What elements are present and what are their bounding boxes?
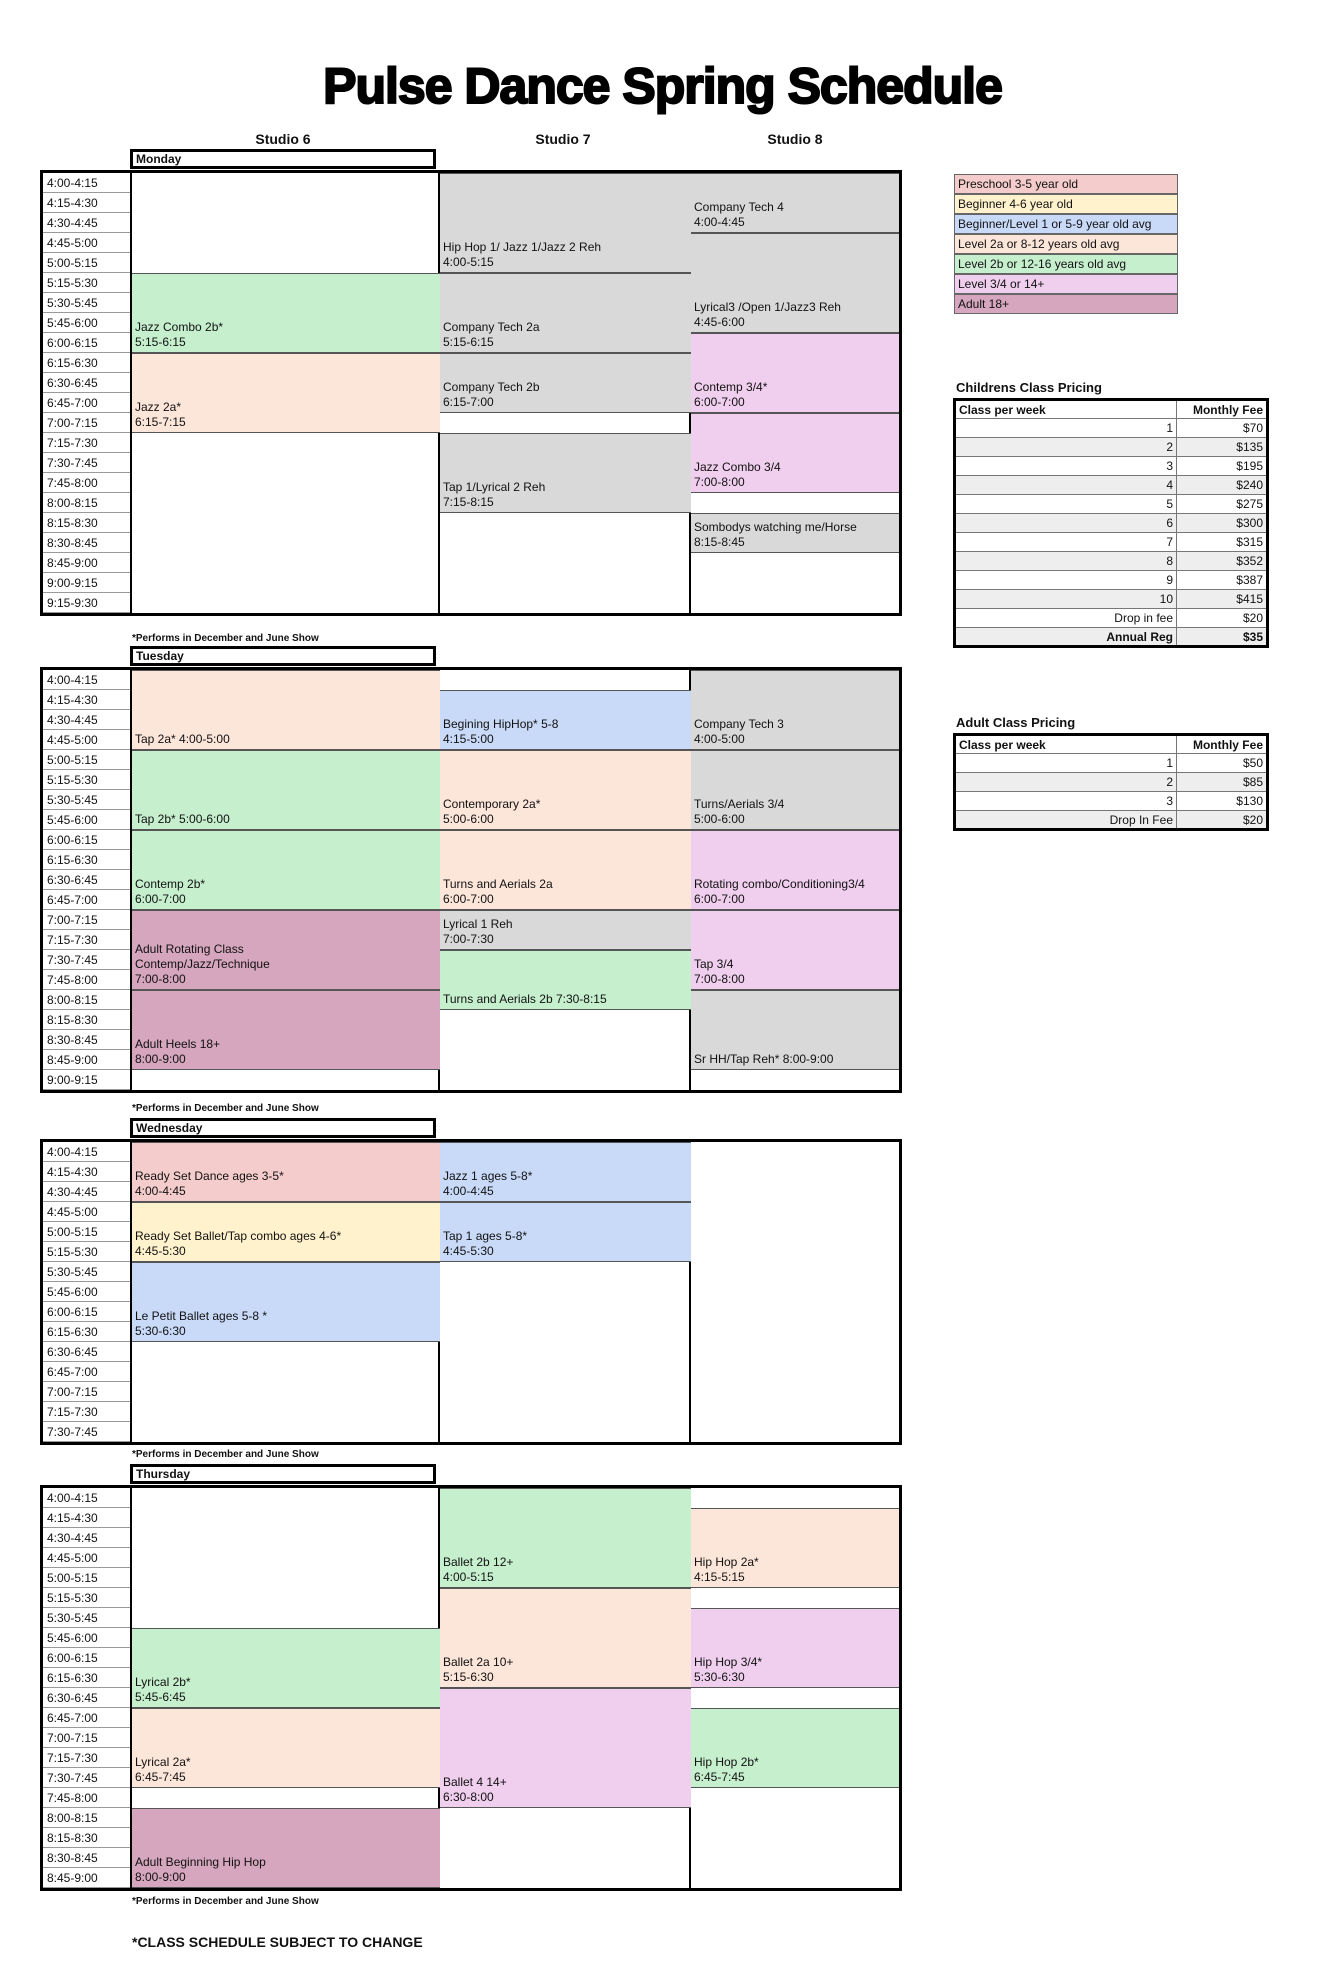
time-slot: 5:15-5:30	[43, 273, 130, 293]
time-slot: 7:00-7:15	[43, 910, 130, 930]
class-text: Lyrical 1 Reh	[443, 917, 513, 931]
time-slot: 4:30-4:45	[43, 1528, 130, 1548]
time-slot: 4:30-4:45	[43, 1182, 130, 1202]
performance-footnote: *Performs in December and June Show	[132, 1449, 319, 1460]
time-slot: 9:00-9:15	[43, 573, 130, 593]
class-text: 7:00-8:00	[694, 972, 745, 986]
classes-count: Annual Reg	[955, 628, 1177, 647]
class-text: 5:45-6:45	[135, 1690, 186, 1704]
class-block[interactable]	[440, 1202, 691, 1262]
studio-6-header: Studio 6	[255, 131, 311, 147]
monthly-fee: $50	[1177, 754, 1268, 773]
pricing-row	[955, 514, 1268, 533]
class-block[interactable]	[691, 1608, 899, 1688]
class-block[interactable]	[132, 1262, 440, 1342]
time-slot: 5:45-6:00	[43, 1282, 130, 1302]
monthly-fee: $20	[1177, 609, 1268, 628]
class-block[interactable]	[440, 433, 691, 513]
time-slot: 5:15-5:30	[43, 770, 130, 790]
class-text: Company Tech 2a	[443, 320, 540, 334]
time-slot: 8:45-9:00	[43, 1050, 130, 1070]
class-text: 8:00-9:00	[135, 1052, 186, 1066]
classes-count: 9	[955, 571, 1177, 590]
day-grid-monday	[40, 170, 902, 616]
time-slot: 9:15-9:30	[43, 593, 130, 613]
adult-pricing-table	[953, 733, 1269, 831]
class-block[interactable]	[440, 830, 691, 910]
time-slot: 6:15-6:30	[43, 1668, 130, 1688]
time-slot: 6:30-6:45	[43, 1342, 130, 1362]
time-slot: 8:45-9:00	[43, 1868, 130, 1888]
class-text: Hip Hop 3/4*	[694, 1655, 763, 1669]
time-slot: 5:00-5:15	[43, 1222, 130, 1242]
pricing-row	[955, 590, 1268, 609]
time-slot: 7:30-7:45	[43, 1768, 130, 1788]
class-text: 6:15-7:15	[135, 415, 186, 429]
class-block[interactable]	[132, 1202, 440, 1262]
class-text: 4:00-5:15	[443, 1570, 494, 1584]
time-slot: 4:15-4:30	[43, 1162, 130, 1182]
class-block[interactable]	[691, 513, 899, 553]
classes-count: 2	[955, 438, 1177, 457]
time-slot: 6:00-6:15	[43, 830, 130, 850]
class-text: Rotating combo/Conditioning3/4	[694, 877, 865, 891]
classes-count: 1	[955, 754, 1177, 773]
time-slot: 7:45-8:00	[43, 473, 130, 493]
time-slot: 4:45-5:00	[43, 233, 130, 253]
class-text: Jazz Combo 2b*	[135, 320, 224, 334]
class-block[interactable]	[440, 353, 691, 413]
classes-count: 6	[955, 514, 1177, 533]
class-block[interactable]	[440, 1588, 691, 1688]
pricing-header-row	[955, 400, 1268, 419]
time-slot: 6:00-6:15	[43, 333, 130, 353]
class-block[interactable]	[440, 173, 691, 273]
class-text: Contemp/Jazz/Technique	[135, 957, 270, 971]
pricing-row	[955, 754, 1268, 773]
time-slot: 9:00-9:15	[43, 1070, 130, 1090]
time-slot: 7:00-7:15	[43, 1382, 130, 1402]
pricing-row	[955, 609, 1268, 628]
time-slot: 8:45-9:00	[43, 553, 130, 573]
monthly-fee: $315	[1177, 533, 1268, 552]
children-pricing-table	[953, 398, 1269, 648]
legend-item: Level 2b or 12-16 years old avg	[954, 254, 1178, 274]
class-block[interactable]	[691, 830, 899, 910]
classes-count: 1	[955, 419, 1177, 438]
class-text: Lyrical3 /Open 1/Jazz3 Reh	[694, 300, 841, 314]
class-block[interactable]	[691, 670, 899, 750]
day-grid-thursday	[40, 1485, 902, 1891]
performance-footnote: *Performs in December and June Show	[132, 633, 319, 644]
time-slot: 6:00-6:15	[43, 1302, 130, 1322]
pricing-row	[955, 811, 1268, 830]
time-slot: 4:30-4:45	[43, 710, 130, 730]
class-text: 6:00-7:00	[694, 395, 745, 409]
day-label-thursday: Thursday	[130, 1464, 436, 1484]
pricing-row	[955, 476, 1268, 495]
classes-count: 7	[955, 533, 1177, 552]
class-block[interactable]	[440, 1488, 691, 1588]
class-block[interactable]	[440, 273, 691, 353]
monthly-fee: $20	[1177, 811, 1268, 830]
class-text: 5:00-6:00	[694, 812, 745, 826]
time-slot: 4:15-4:30	[43, 690, 130, 710]
time-slot: 5:15-5:30	[43, 1588, 130, 1608]
time-slot: 6:30-6:45	[43, 870, 130, 890]
time-slot: 8:30-8:45	[43, 533, 130, 553]
time-slot: 7:15-7:30	[43, 1402, 130, 1422]
pricing-row	[955, 773, 1268, 792]
time-slot: 6:30-6:45	[43, 1688, 130, 1708]
time-column	[43, 670, 132, 1090]
class-text: Lyrical 2b*	[135, 1675, 191, 1689]
class-block[interactable]	[132, 1142, 440, 1202]
class-text: Lyrical 2a*	[135, 1755, 191, 1769]
classes-count: Drop in fee	[955, 609, 1177, 628]
monthly-fee: $352	[1177, 552, 1268, 571]
class-text: Adult Beginning Hip Hop	[135, 1855, 266, 1869]
class-block[interactable]	[440, 1688, 691, 1808]
pricing-row	[955, 792, 1268, 811]
time-column	[43, 173, 132, 613]
class-text: Tap 3/4	[694, 957, 734, 971]
class-block[interactable]	[691, 1708, 899, 1788]
legend-item: Preschool 3-5 year old	[954, 174, 1178, 194]
time-slot: 5:00-5:15	[43, 750, 130, 770]
time-slot: 8:00-8:15	[43, 990, 130, 1010]
class-block[interactable]	[132, 353, 440, 433]
time-slot: 5:30-5:45	[43, 790, 130, 810]
pricing-row	[955, 628, 1268, 647]
class-text: 4:15-5:00	[443, 732, 494, 746]
class-text: 4:45-6:00	[694, 315, 745, 329]
performance-footnote: *Performs in December and June Show	[132, 1103, 319, 1114]
class-text: Tap 1 ages 5-8*	[443, 1229, 528, 1243]
time-slot: 6:45-7:00	[43, 393, 130, 413]
class-text: 4:15-5:15	[694, 1570, 745, 1584]
time-slot: 8:30-8:45	[43, 1030, 130, 1050]
legend-item: Level 2a or 8-12 years old avg	[954, 234, 1178, 254]
class-text: Sr HH/Tap Reh* 8:00-9:00	[694, 1052, 834, 1066]
monthly-fee: $130	[1177, 792, 1268, 811]
class-text: 7:00-8:00	[135, 972, 186, 986]
class-text: Company Tech 3	[694, 717, 784, 731]
class-text: 6:00-7:00	[694, 892, 745, 906]
class-text: 6:30-8:00	[443, 1790, 494, 1804]
day-grid-tuesday	[40, 667, 902, 1093]
class-block[interactable]	[440, 690, 691, 750]
classes-count: Drop In Fee	[955, 811, 1177, 830]
time-slot: 6:15-6:30	[43, 1322, 130, 1342]
classes-count: 2	[955, 773, 1177, 792]
class-block[interactable]	[132, 830, 440, 910]
time-slot: 7:00-7:15	[43, 413, 130, 433]
pricing-row	[955, 571, 1268, 590]
time-slot: 5:30-5:45	[43, 1608, 130, 1628]
class-text: 6:00-7:00	[443, 892, 494, 906]
classes-count: 8	[955, 552, 1177, 571]
time-slot: 4:30-4:45	[43, 213, 130, 233]
time-column	[43, 1142, 132, 1442]
schedule-change-note: *CLASS SCHEDULE SUBJECT TO CHANGE	[132, 1934, 423, 1950]
monthly-fee: $240	[1177, 476, 1268, 495]
time-slot: 4:15-4:30	[43, 193, 130, 213]
class-text: 4:00-4:45	[694, 215, 745, 229]
class-block[interactable]	[132, 1808, 440, 1888]
class-block[interactable]	[440, 950, 691, 1010]
day-label-tuesday: Tuesday	[130, 646, 436, 666]
header-fee: Monthly Fee	[1177, 735, 1268, 754]
monthly-fee: $387	[1177, 571, 1268, 590]
classes-count: 3	[955, 457, 1177, 476]
adult-pricing-title: Adult Class Pricing	[956, 715, 1076, 730]
class-text: Adult Heels 18+	[135, 1037, 221, 1051]
class-text: 5:15-6:15	[135, 335, 186, 349]
time-slot: 7:30-7:45	[43, 950, 130, 970]
time-slot: 5:00-5:15	[43, 1568, 130, 1588]
class-text: Ready Set Dance ages 3-5*	[135, 1169, 284, 1183]
children-pricing-title: Childrens Class Pricing	[956, 380, 1102, 395]
class-text: 4:00-4:45	[135, 1184, 186, 1198]
time-slot: 7:00-7:15	[43, 1728, 130, 1748]
class-text: 8:15-8:45	[694, 535, 745, 549]
class-text: 6:15-7:00	[443, 395, 494, 409]
class-text: Begining HipHop* 5-8	[443, 717, 559, 731]
class-block[interactable]	[691, 910, 899, 990]
class-block[interactable]	[440, 1142, 691, 1202]
class-text: 8:00-9:00	[135, 1870, 186, 1884]
time-slot: 4:45-5:00	[43, 1202, 130, 1222]
class-text: Jazz 1 ages 5-8*	[443, 1169, 533, 1183]
time-slot: 5:30-5:45	[43, 1262, 130, 1282]
time-slot: 7:45-8:00	[43, 970, 130, 990]
header-classes: Class per week	[955, 735, 1177, 754]
time-slot: 7:45-8:00	[43, 1788, 130, 1808]
time-slot: 8:15-8:30	[43, 513, 130, 533]
class-block[interactable]	[691, 333, 899, 413]
class-text: Tap 2a* 4:00-5:00	[135, 732, 230, 746]
legend-item: Level 3/4 or 14+	[954, 274, 1178, 294]
class-text: Hip Hop 2a*	[694, 1555, 759, 1569]
monthly-fee: $195	[1177, 457, 1268, 476]
class-text: Jazz Combo 3/4	[694, 460, 781, 474]
time-slot: 6:00-6:15	[43, 1648, 130, 1668]
class-block[interactable]	[691, 1508, 899, 1588]
time-slot: 8:15-8:30	[43, 1828, 130, 1848]
class-text: Sombodys watching me/Horse	[694, 520, 857, 534]
class-text: Adult Rotating Class	[135, 942, 244, 956]
time-slot: 6:45-7:00	[43, 1708, 130, 1728]
legend-item: Adult 18+	[954, 294, 1178, 314]
pricing-row	[955, 552, 1268, 571]
class-block[interactable]	[132, 670, 440, 750]
studio-8-header: Studio 8	[767, 131, 823, 147]
performance-footnote: *Performs in December and June Show	[132, 1896, 319, 1907]
class-text: Contemp 3/4*	[694, 380, 768, 394]
time-slot: 8:00-8:15	[43, 493, 130, 513]
class-text: Contemporary 2a*	[443, 797, 541, 811]
pricing-row	[955, 533, 1268, 552]
class-text: Contemp 2b*	[135, 877, 206, 891]
class-text: Ballet 2a 10+	[443, 1655, 514, 1669]
class-text: Tap 1/Lyrical 2 Reh	[443, 480, 546, 494]
time-slot: 5:15-5:30	[43, 1242, 130, 1262]
class-block[interactable]	[691, 750, 899, 830]
monthly-fee: $415	[1177, 590, 1268, 609]
class-text: Turns and Aerials 2a	[443, 877, 553, 891]
class-text: Company Tech 2b	[443, 380, 540, 394]
class-text: 5:30-6:30	[694, 1670, 745, 1684]
time-slot: 6:15-6:30	[43, 850, 130, 870]
class-block[interactable]	[440, 750, 691, 830]
class-text: Hip Hop 1/ Jazz 1/Jazz 2 Reh	[443, 240, 602, 254]
header-classes: Class per week	[955, 400, 1177, 419]
class-block[interactable]	[691, 990, 899, 1070]
time-slot: 7:15-7:30	[43, 433, 130, 453]
time-slot: 6:30-6:45	[43, 373, 130, 393]
monthly-fee: $85	[1177, 773, 1268, 792]
time-slot: 4:00-4:15	[43, 670, 130, 690]
class-text: Ballet 2b 12+	[443, 1555, 514, 1569]
class-text: Company Tech 4	[694, 200, 784, 214]
monthly-fee: $35	[1177, 628, 1268, 647]
time-column	[43, 1488, 132, 1888]
classes-count: 10	[955, 590, 1177, 609]
time-slot: 7:30-7:45	[43, 453, 130, 473]
time-slot: 4:00-4:15	[43, 1488, 130, 1508]
time-slot: 5:45-6:00	[43, 1628, 130, 1648]
monthly-fee: $275	[1177, 495, 1268, 514]
time-slot: 8:00-8:15	[43, 1808, 130, 1828]
class-text: 4:00-5:15	[443, 255, 494, 269]
class-block[interactable]	[132, 273, 440, 353]
class-block[interactable]	[132, 910, 440, 990]
class-text: 6:45-7:45	[694, 1770, 745, 1784]
time-slot: 4:00-4:15	[43, 1142, 130, 1162]
class-text: 7:00-7:30	[443, 932, 494, 946]
class-text: 6:45-7:45	[135, 1770, 186, 1784]
class-text: Le Petit Ballet ages 5-8 *	[135, 1309, 268, 1323]
time-slot: 6:15-6:30	[43, 353, 130, 373]
class-block[interactable]	[440, 910, 691, 950]
class-text: 6:00-7:00	[135, 892, 186, 906]
pricing-row	[955, 438, 1268, 457]
class-text: Turns and Aerials 2b 7:30-8:15	[443, 992, 607, 1006]
time-slot: 6:45-7:00	[43, 1362, 130, 1382]
class-text: 4:45-5:30	[135, 1244, 186, 1258]
class-text: Tap 2b* 5:00-6:00	[135, 812, 230, 826]
monthly-fee: $70	[1177, 419, 1268, 438]
time-slot: 6:45-7:00	[43, 890, 130, 910]
time-slot: 8:30-8:45	[43, 1848, 130, 1868]
pricing-header-row	[955, 735, 1268, 754]
class-text: Ready Set Ballet/Tap combo ages 4-6*	[135, 1229, 342, 1243]
classes-count: 4	[955, 476, 1177, 495]
time-slot: 5:30-5:45	[43, 293, 130, 313]
class-block[interactable]	[691, 233, 899, 333]
class-text: 4:00-4:45	[443, 1184, 494, 1198]
pricing-row	[955, 495, 1268, 514]
monthly-fee: $300	[1177, 514, 1268, 533]
time-slot: 4:15-4:30	[43, 1508, 130, 1528]
day-label-wednesday: Wednesday	[130, 1118, 436, 1138]
classes-count: 5	[955, 495, 1177, 514]
classes-count: 3	[955, 792, 1177, 811]
legend-item: Beginner 4-6 year old	[954, 194, 1178, 214]
time-slot: 5:45-6:00	[43, 810, 130, 830]
class-text: 4:00-5:00	[694, 732, 745, 746]
time-slot: 8:15-8:30	[43, 1010, 130, 1030]
class-block[interactable]	[132, 750, 440, 830]
page-title: Pulse Dance Spring Schedule	[323, 58, 1002, 114]
time-slot: 7:15-7:30	[43, 1748, 130, 1768]
class-text: Ballet 4 14+	[443, 1775, 507, 1789]
class-block[interactable]	[132, 1708, 440, 1788]
legend-item: Beginner/Level 1 or 5-9 year old avg	[954, 214, 1178, 234]
day-label-monday: Monday	[130, 149, 436, 169]
class-text: 5:15-6:15	[443, 335, 494, 349]
pricing-row	[955, 457, 1268, 476]
time-slot: 7:30-7:45	[43, 1422, 130, 1442]
class-block[interactable]	[132, 1628, 440, 1708]
header-fee: Monthly Fee	[1177, 400, 1268, 419]
class-text: Hip Hop 2b*	[694, 1755, 759, 1769]
class-text: 5:15-6:30	[443, 1670, 494, 1684]
time-slot: 7:15-7:30	[43, 930, 130, 950]
class-text: 7:15-8:15	[443, 495, 494, 509]
time-slot: 5:00-5:15	[43, 253, 130, 273]
pricing-row	[955, 419, 1268, 438]
time-slot: 5:45-6:00	[43, 313, 130, 333]
class-text: 5:30-6:30	[135, 1324, 186, 1338]
studio-7-header: Studio 7	[535, 131, 591, 147]
class-text: 4:45-5:30	[443, 1244, 494, 1258]
class-block[interactable]	[691, 173, 899, 233]
class-text: Jazz 2a*	[135, 400, 182, 414]
class-block[interactable]	[691, 413, 899, 493]
day-grid-wednesday	[40, 1139, 902, 1445]
time-slot: 4:00-4:15	[43, 173, 130, 193]
class-text: 5:00-6:00	[443, 812, 494, 826]
time-slot: 4:45-5:00	[43, 730, 130, 750]
class-text: Turns/Aerials 3/4	[694, 797, 785, 811]
monthly-fee: $135	[1177, 438, 1268, 457]
class-text: 7:00-8:00	[694, 475, 745, 489]
time-slot: 4:45-5:00	[43, 1548, 130, 1568]
class-block[interactable]	[132, 990, 440, 1070]
